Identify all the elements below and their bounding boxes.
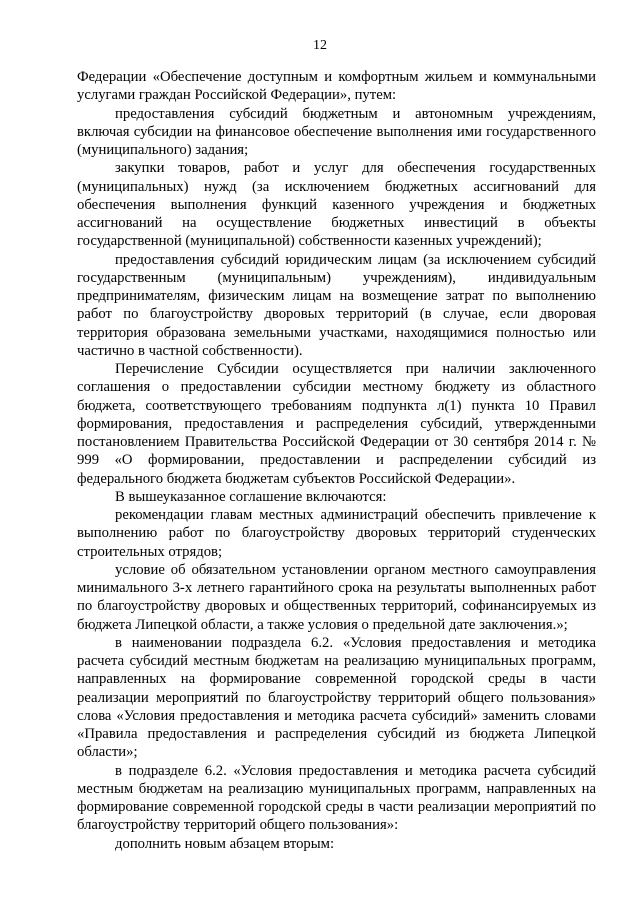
paragraph-9: в наименовании подраздела 6.2. «Условия предоставления и методика расчета субсидий местным бюджетам на реализацию муниципальных программ, направленных на формирование современной городской среды в части реализации мероприятий по благоустройству территорий общего пользования» слова «Условия предоставления и методика расчета субсидий» заменить словами «Правила предоставления и распределения субсидий из бюджета Липецкой области»; <box>77 634 596 761</box>
paragraph-7: рекомендации главам местных администраций обеспечить привлечение к выполнению работ по благоустройству дворовых территорий студенческих строительных отрядов; <box>77 507 596 560</box>
paragraph-4: предоставления субсидий юридическим лицам (за исключением субсидий государственным (муниципальным) учреждениям), индивидуальным предпринимателям, физическим лицам на возмещение затрат по выполнению работ по благоустройству дворовых территорий (в случае, если дворовая территория образована земельными участками, находящимися полностью или частично в частной собственности). <box>77 251 596 359</box>
paragraph-8: условие об обязательном установлении органом местного самоуправления минимального 3-х летнего гарантийного срока на результаты выполненных работ по благоустройству дворовых и общественных территорий, софинансируемых из бюджета Липецкой области, а также условия о предельной дате заключения.»; <box>77 561 596 633</box>
paragraph-2: предоставления субсидий бюджетным и автономным учреждениям, включая субсидии на финансовое обеспечение выполнения ими государственного (муниципального) задания; <box>77 105 596 158</box>
paragraph-11: дополнить новым абзацем вторым: <box>115 835 335 852</box>
paragraph-3: закупки товаров, работ и услуг для обеспечения государственных (муниципальных) нужд (за исключением бюджетных ассигнований для обеспечения выполнения функций казенного учреждения и бюджетных ассигнований на осуществление бюджетных инвестиций в объекты государственной (муниципальной) собственности казенных учреждений); <box>77 160 596 250</box>
paragraph-5: Перечисление Субсидии осуществляется при наличии заключенного соглашения о предоставлении субсидии местному бюджету из областного бюджета, соответствующего требованиям подпункта л(1) пункта 10 Правил формирования, предоставления и распределения субсидий, утвержденными постановлением Правительства Российской Федерации от 30 сентября 2014 г. № 999 «О формировании, предоставлении и распределении субсидий из федерального бюджета бюджетам субъектов Российской Федерации». <box>77 361 596 487</box>
document-body <box>77 68 596 853</box>
paragraph-6: В вышеуказанное соглашение включаются: <box>115 488 387 505</box>
paragraph-10: в подразделе 6.2. «Условия предоставления и методика расчета субсидий местным бюджетам на реализацию муниципальных программ, направленных на формирование современной городской среды в части реализации мероприятий по благоустройству территорий общего пользования»: <box>77 762 596 834</box>
paragraph-1: Федерации «Обеспечение доступным и комфортным жильем и коммунальными услугами граждан Российской Федерации», путем: <box>77 69 596 104</box>
page-number: 12 <box>313 38 327 53</box>
